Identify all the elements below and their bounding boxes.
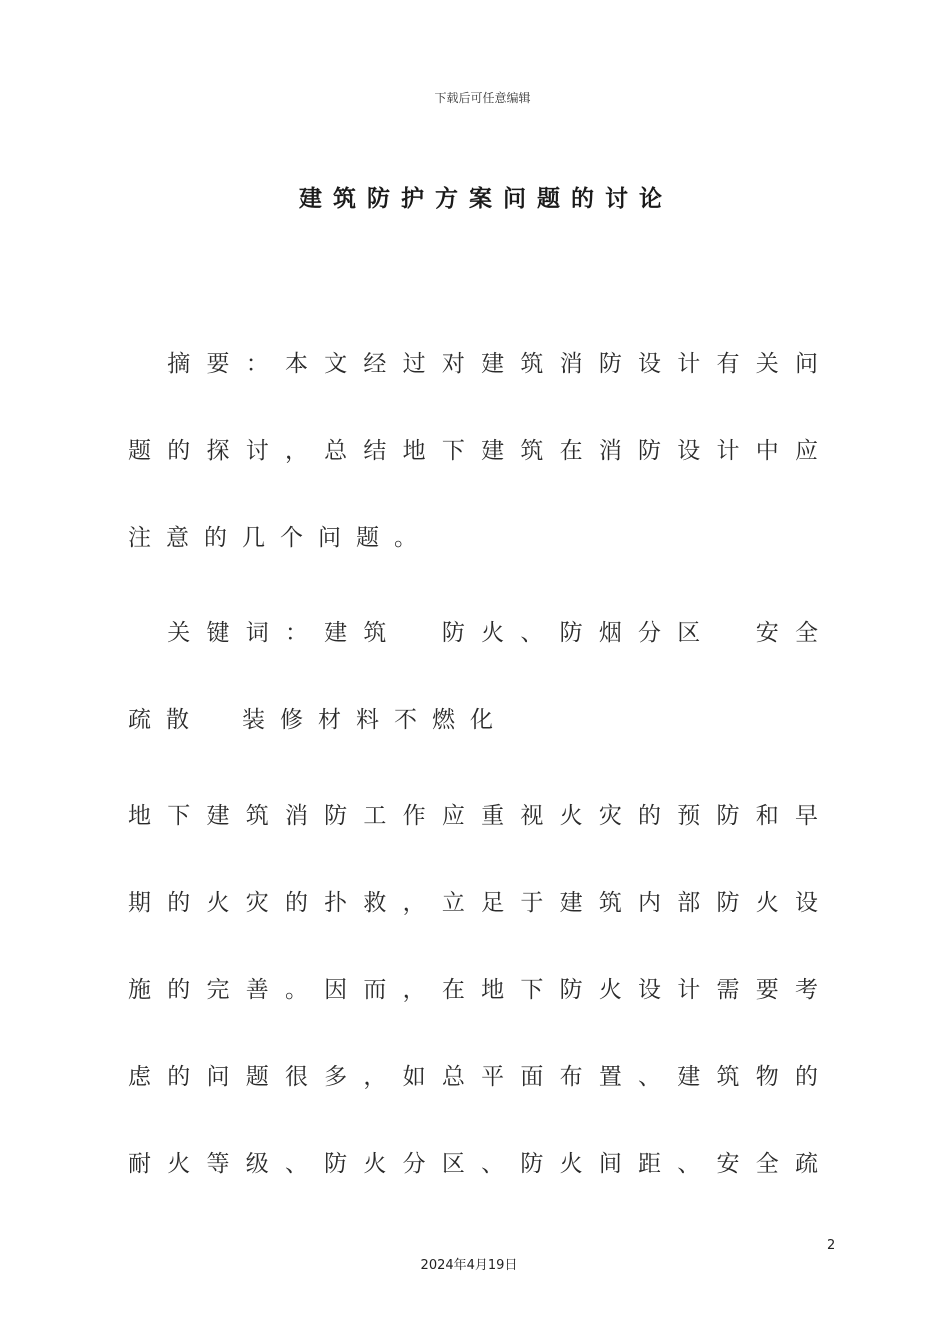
body-line: 关 键 词 ： 建 筑 防 火 、 防 烟 分 区 安 全 <box>167 620 818 646</box>
page-number: 2 <box>827 1238 836 1253</box>
document-title: 建筑防护方案问题的讨论 <box>299 186 673 212</box>
body-line: 耐 火 等 级 、 防 火 分 区 、 防 火 间 距 、 安 全 疏 <box>128 1151 818 1177</box>
body-line: 题 的 探 讨 ， 总 结 地 下 建 筑 在 消 防 设 计 中 应 <box>128 438 818 464</box>
body-line: 疏 散 装 修 材 料 不 燃 化 <box>128 707 493 733</box>
body-line: 注 意 的 几 个 问 题 。 <box>128 525 417 551</box>
body-line: 虑 的 问 题 很 多 ， 如 总 平 面 布 置 、 建 筑 物 的 <box>128 1064 818 1090</box>
body-line: 期 的 火 灾 的 扑 救 ， 立 足 于 建 筑 内 部 防 火 设 <box>128 890 818 916</box>
footer-date: 2024年4月19日 <box>420 1258 518 1273</box>
body-line: 施 的 完 善 。 因 而 ， 在 地 下 防 火 设 计 需 要 考 <box>128 977 818 1003</box>
body-line: 摘 要 ： 本 文 经 过 对 建 筑 消 防 设 计 有 关 问 <box>167 351 818 377</box>
body-line: 地 下 建 筑 消 防 工 作 应 重 视 火 灾 的 预 防 和 早 <box>128 803 818 829</box>
header-note: 下载后可任意编辑 <box>434 91 531 105</box>
